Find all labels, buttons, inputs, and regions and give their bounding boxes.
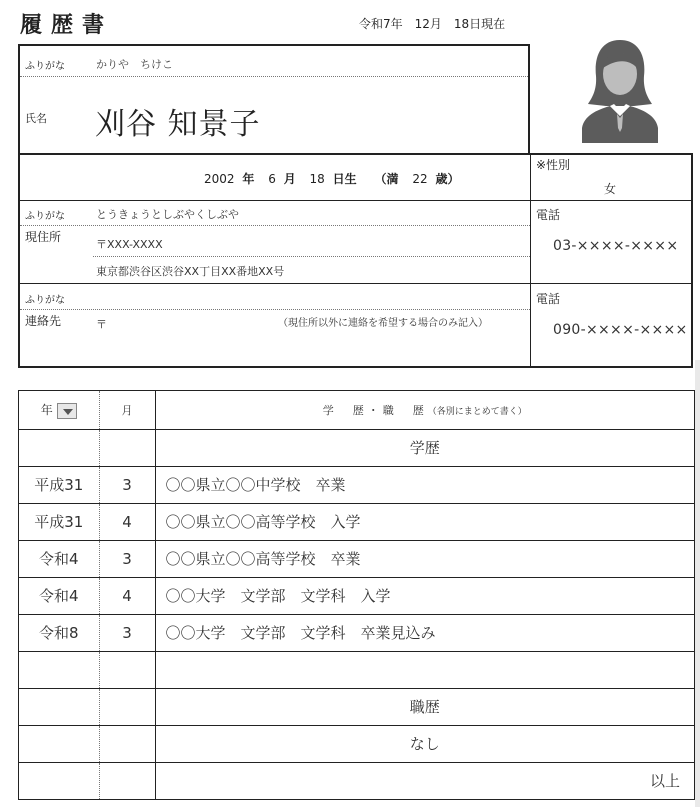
header-year-cell[interactable] [19, 391, 99, 429]
name-furigana-label: ふりがな [25, 61, 65, 72]
row-month[interactable]: 4 [99, 503, 155, 540]
birth-day: 18 [309, 172, 325, 186]
row-year[interactable] [19, 762, 99, 799]
header-month: 月 [99, 391, 155, 429]
birth-year-unit: 年 [242, 172, 255, 186]
row-year[interactable]: 平成31 [19, 503, 99, 540]
row-text[interactable]: 〇〇大学 文学部 文学科 入学 [155, 577, 694, 614]
address-furigana[interactable]: とうきょうとしぶやくしぶや [96, 208, 239, 221]
row-year[interactable] [19, 651, 99, 688]
table-row [19, 503, 694, 540]
contact-label: 連絡先 [25, 314, 62, 328]
row-year[interactable] [19, 688, 99, 725]
photo [578, 20, 663, 143]
table-row [19, 688, 694, 725]
header-note: （各別にまとめて書く） [427, 406, 527, 417]
scroll-shadow [695, 360, 700, 807]
birth-date[interactable] [204, 170, 469, 187]
table-row [19, 725, 694, 762]
row-text[interactable]: 〇〇県立〇〇高等学校 卒業 [155, 540, 694, 577]
row-month[interactable] [99, 651, 155, 688]
row-text[interactable]: 学歴 [155, 429, 694, 466]
table-row [19, 762, 694, 799]
name-furigana[interactable]: かりや ちけこ [96, 58, 173, 71]
row-text[interactable]: 〇〇県立〇〇高等学校 入学 [155, 503, 694, 540]
address-postal[interactable]: 〒XXX-XXXX [96, 238, 163, 251]
row-text[interactable]: 〇〇県立〇〇中学校 卒業 [155, 466, 694, 503]
address-tel-label: 電話 [536, 208, 561, 222]
row-text[interactable]: 以上 [155, 762, 694, 799]
table-row [19, 466, 694, 503]
address-furigana-label: ふりがな [25, 211, 65, 222]
row-text[interactable]: 職歴 [155, 688, 694, 725]
row-year[interactable]: 平成31 [19, 466, 99, 503]
table-row [19, 651, 694, 688]
name-label: 氏名 [25, 112, 47, 125]
header-title-cell [155, 391, 694, 429]
history-table [18, 390, 695, 800]
sex-label: ※性別 [536, 158, 571, 172]
sex-value[interactable]: 女 [604, 182, 617, 196]
filter-dropdown-icon[interactable] [57, 403, 77, 419]
name-value[interactable]: 刈谷 知景子 [95, 107, 261, 142]
row-month[interactable] [99, 762, 155, 799]
row-month[interactable] [99, 688, 155, 725]
table-row [19, 429, 694, 466]
row-month[interactable]: 3 [99, 614, 155, 651]
contact-tel[interactable]: 090-××××-×××× [553, 322, 688, 338]
contact-note: （現住所以外に連絡を希望する場合のみ記入） [278, 318, 488, 329]
birth-day-unit: 日生 [332, 172, 357, 186]
row-month[interactable]: 3 [99, 466, 155, 503]
age-suffix: 歳） [435, 172, 460, 186]
header-year: 年 [40, 402, 53, 417]
birth-month-unit: 月 [283, 172, 296, 186]
contact-postal[interactable]: 〒 [96, 318, 107, 331]
row-month[interactable] [99, 725, 155, 762]
address-tel[interactable]: 03-××××-×××× [553, 238, 679, 254]
birth-year: 2002 [204, 172, 235, 186]
document-title: 履歴書 [20, 12, 114, 38]
address-label: 現住所 [25, 230, 62, 244]
table-row [19, 614, 694, 651]
age-value: 22 [412, 172, 428, 186]
row-text[interactable] [155, 651, 694, 688]
row-month[interactable]: 3 [99, 540, 155, 577]
table-row [19, 577, 694, 614]
contact-furigana-label: ふりがな [25, 295, 65, 306]
row-year[interactable]: 令和8 [19, 614, 99, 651]
row-year[interactable]: 令和4 [19, 577, 99, 614]
table-row [19, 540, 694, 577]
row-text[interactable]: 〇〇大学 文学部 文学科 卒業見込み [155, 614, 694, 651]
header-title: 学 歴・職 歴 [322, 403, 428, 417]
row-year[interactable]: 令和4 [19, 540, 99, 577]
row-year[interactable] [19, 429, 99, 466]
row-text[interactable]: なし [155, 725, 694, 762]
age-prefix: （満 [374, 172, 399, 186]
date-now: 令和7年 12月 18日現在 [359, 17, 506, 31]
row-month[interactable] [99, 429, 155, 466]
contact-tel-label: 電話 [536, 292, 561, 306]
row-month[interactable]: 4 [99, 577, 155, 614]
row-year[interactable] [19, 725, 99, 762]
person-silhouette-icon [578, 20, 663, 143]
history-header-row [19, 391, 694, 429]
address-line[interactable]: 東京都渋谷区渋谷XX丁目XX番地XX号 [96, 265, 285, 278]
birth-month: 6 [268, 172, 276, 186]
